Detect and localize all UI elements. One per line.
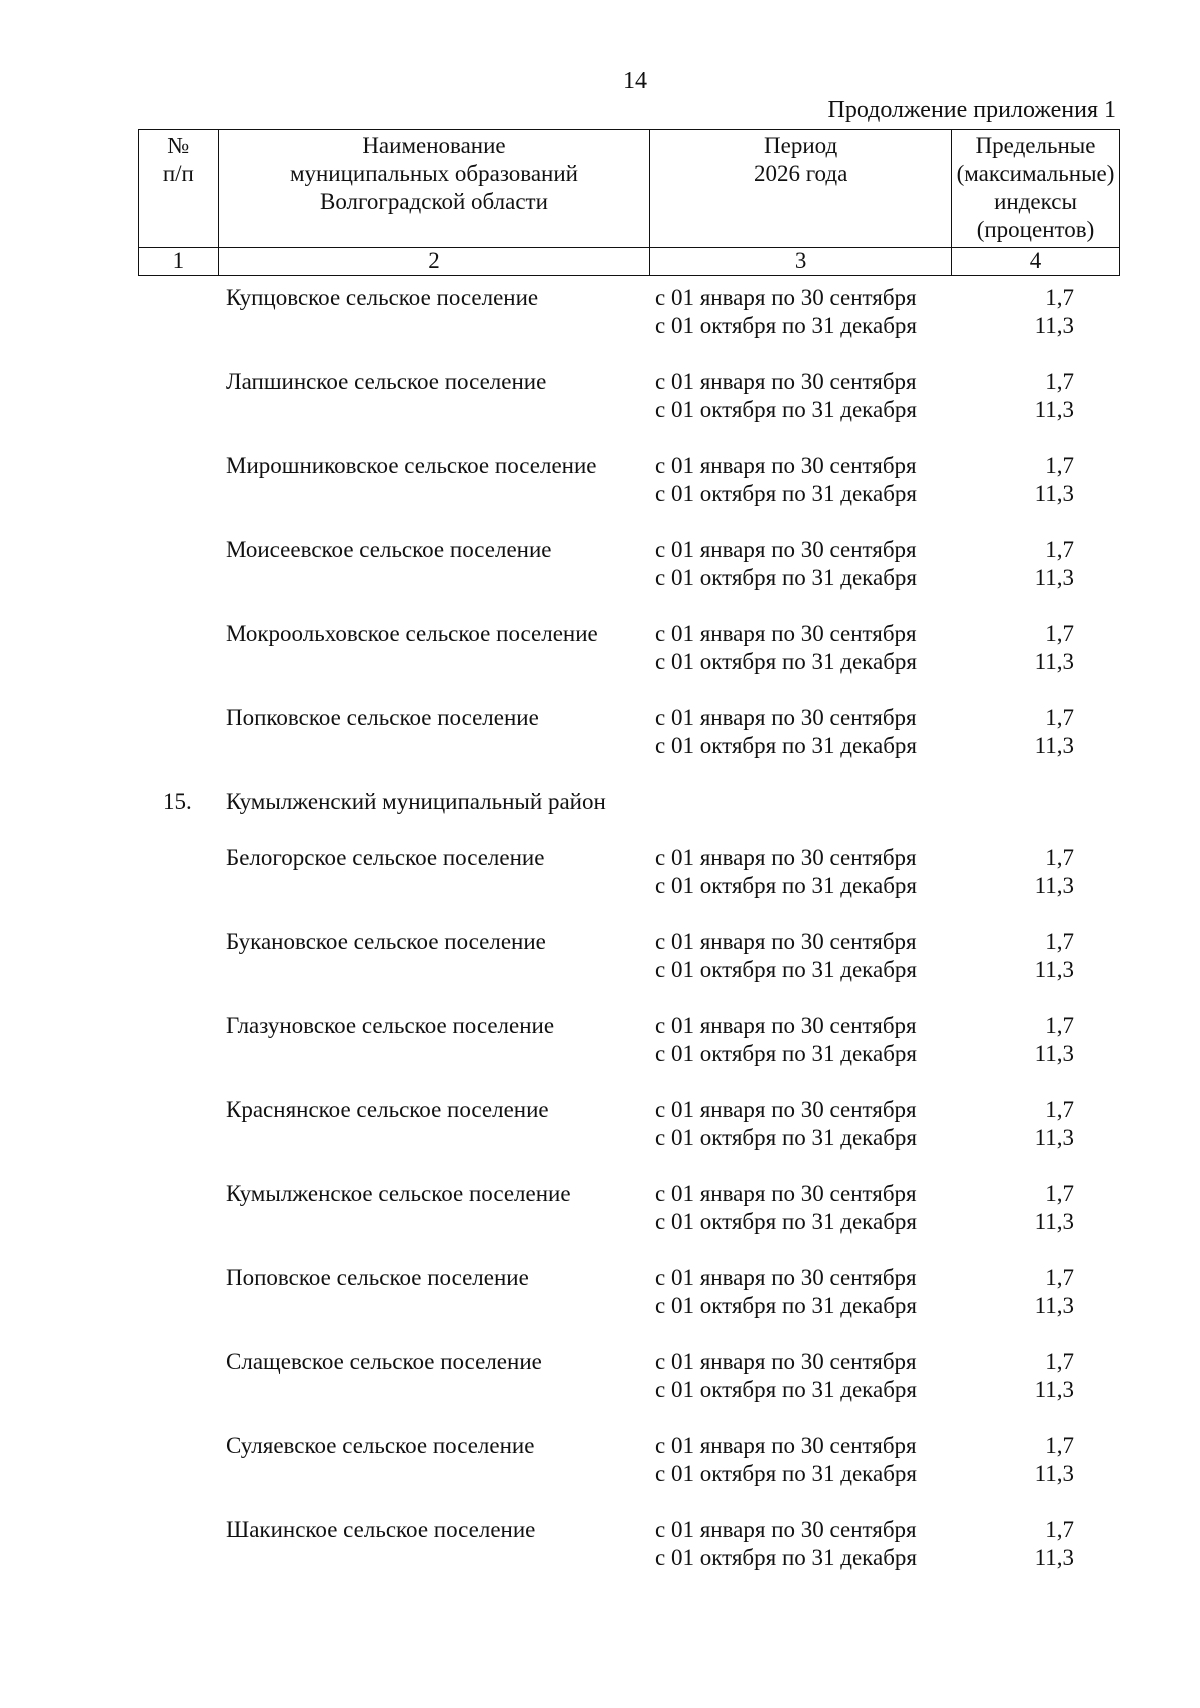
period-cell xyxy=(655,536,917,592)
column-number-row xyxy=(139,248,1120,276)
period-text: с 01 января по 30 сентября xyxy=(655,705,917,730)
index-value: 1,7 xyxy=(1045,1517,1074,1542)
period-text: с 01 октября по 31 декабря xyxy=(655,649,917,674)
index-value: 11,3 xyxy=(1034,1377,1074,1402)
period-text: с 01 января по 30 сентября xyxy=(655,621,917,646)
index-cell xyxy=(960,536,1074,592)
settlement-name: Моисеевское сельское поселение xyxy=(226,537,552,562)
period-text: с 01 октября по 31 декабря xyxy=(655,313,917,338)
period-text: с 01 октября по 31 декабря xyxy=(655,1545,917,1570)
settlement-name: Поповское сельское поселение xyxy=(226,1265,529,1290)
period-text: с 01 января по 30 сентября xyxy=(655,453,917,478)
table-row xyxy=(0,620,1200,704)
index-value: 1,7 xyxy=(1045,1181,1074,1206)
header-col-index xyxy=(952,130,1120,248)
settlement-name: Попковское сельское поселение xyxy=(226,705,539,730)
header-text: (процентов) xyxy=(976,217,1095,242)
index-value: 1,7 xyxy=(1045,1349,1074,1374)
table-row xyxy=(0,928,1200,1012)
appendix-continuation: Продолжение приложения 1 xyxy=(827,97,1116,123)
index-value: 1,7 xyxy=(1045,285,1074,310)
district-row xyxy=(0,788,1200,844)
period-text: с 01 января по 30 сентября xyxy=(655,845,917,870)
settlement-name: Белогорское сельское поселение xyxy=(226,845,545,870)
period-text: с 01 января по 30 сентября xyxy=(655,369,917,394)
page-number: 14 xyxy=(623,68,647,94)
period-text: с 01 января по 30 сентября xyxy=(655,1013,917,1038)
period-text: с 01 октября по 31 декабря xyxy=(655,481,917,506)
index-value: 11,3 xyxy=(1034,1461,1074,1486)
period-text: с 01 октября по 31 декабря xyxy=(655,1377,917,1402)
index-value: 1,7 xyxy=(1045,1433,1074,1458)
table-header-row xyxy=(139,130,1120,248)
header-col-name xyxy=(218,130,650,248)
index-value: 1,7 xyxy=(1045,369,1074,394)
period-text: с 01 января по 30 сентября xyxy=(655,1517,917,1542)
period-cell xyxy=(655,452,917,508)
settlement-name: Мирошниковское сельское поселение xyxy=(226,453,597,478)
settlement-name: Купцовское сельское поселение xyxy=(226,285,539,310)
settlement-name: Лапшинское сельское поселение xyxy=(226,369,547,394)
settlement-name: Суляевское сельское поселение xyxy=(226,1433,535,1458)
index-value: 11,3 xyxy=(1034,873,1074,898)
period-cell xyxy=(655,1096,917,1152)
period-cell xyxy=(655,928,917,984)
index-cell xyxy=(960,1264,1074,1320)
index-value: 11,3 xyxy=(1034,1293,1074,1318)
header-text: Волгоградской области xyxy=(320,189,548,214)
index-value: 11,3 xyxy=(1034,1209,1074,1234)
table-row xyxy=(0,1096,1200,1180)
header-col-period xyxy=(650,130,952,248)
period-text: с 01 октября по 31 декабря xyxy=(655,1125,917,1150)
settlement-name: Глазуновское сельское поселение xyxy=(226,1013,555,1038)
header-text: Период xyxy=(764,133,838,158)
index-value: 1,7 xyxy=(1045,705,1074,730)
period-text: с 01 октября по 31 декабря xyxy=(655,1293,917,1318)
period-text: с 01 октября по 31 декабря xyxy=(655,873,917,898)
index-value: 1,7 xyxy=(1045,929,1074,954)
period-text: с 01 января по 30 сентября xyxy=(655,1433,917,1458)
index-cell xyxy=(960,368,1074,424)
index-value: 1,7 xyxy=(1045,537,1074,562)
index-value: 11,3 xyxy=(1034,481,1074,506)
index-value: 1,7 xyxy=(1045,453,1074,478)
header-text: № xyxy=(167,133,190,158)
header-col-number xyxy=(139,130,219,248)
index-cell xyxy=(960,1348,1074,1404)
settlement-name: Букановское сельское поселение xyxy=(226,929,546,954)
index-cell xyxy=(960,1516,1074,1572)
period-cell xyxy=(655,1012,917,1068)
index-cell xyxy=(960,1180,1074,1236)
index-value: 11,3 xyxy=(1034,957,1074,982)
header-text: (максимальные) xyxy=(956,161,1115,186)
period-cell xyxy=(655,1348,917,1404)
column-number: 3 xyxy=(650,248,952,276)
table-row xyxy=(0,1348,1200,1432)
table-row xyxy=(0,704,1200,788)
period-text: с 01 января по 30 сентября xyxy=(655,1265,917,1290)
index-cell xyxy=(960,704,1074,760)
period-text: с 01 января по 30 сентября xyxy=(655,929,917,954)
period-text: с 01 октября по 31 декабря xyxy=(655,565,917,590)
index-cell xyxy=(960,844,1074,900)
table-row xyxy=(0,284,1200,368)
period-cell xyxy=(655,1264,917,1320)
index-cell xyxy=(960,620,1074,676)
index-cell xyxy=(960,452,1074,508)
header-text: Предельные xyxy=(975,133,1096,158)
period-text: с 01 января по 30 сентября xyxy=(655,1181,917,1206)
period-text: с 01 октября по 31 декабря xyxy=(655,1461,917,1486)
period-text: с 01 января по 30 сентября xyxy=(655,1097,917,1122)
index-value: 1,7 xyxy=(1045,845,1074,870)
period-cell xyxy=(655,1432,917,1488)
index-value: 11,3 xyxy=(1034,733,1074,758)
index-value: 11,3 xyxy=(1034,1041,1074,1066)
period-cell xyxy=(655,284,917,340)
column-number: 2 xyxy=(218,248,650,276)
index-cell xyxy=(960,928,1074,984)
period-text: с 01 января по 30 сентября xyxy=(655,285,917,310)
header-text: Наименование xyxy=(362,133,506,158)
index-value: 11,3 xyxy=(1034,1545,1074,1570)
period-cell xyxy=(655,620,917,676)
period-text: с 01 января по 30 сентября xyxy=(655,537,917,562)
column-number: 1 xyxy=(139,248,219,276)
header-text: 2026 года xyxy=(753,161,848,186)
district-name: Кумылженский муниципальный район xyxy=(226,789,606,814)
settlement-name: Краснянское сельское поселение xyxy=(226,1097,549,1122)
index-value: 1,7 xyxy=(1045,621,1074,646)
table-row xyxy=(0,1012,1200,1096)
table-row xyxy=(0,1432,1200,1516)
period-text: с 01 октября по 31 декабря xyxy=(655,957,917,982)
period-cell xyxy=(655,1180,917,1236)
index-value: 1,7 xyxy=(1045,1265,1074,1290)
header-text: муниципальных образований xyxy=(289,161,578,186)
header-text: индексы xyxy=(994,189,1077,214)
index-value: 11,3 xyxy=(1034,649,1074,674)
index-value: 1,7 xyxy=(1045,1013,1074,1038)
table-row xyxy=(0,368,1200,452)
period-cell xyxy=(655,844,917,900)
table-row xyxy=(0,844,1200,928)
index-value: 11,3 xyxy=(1034,565,1074,590)
index-value: 11,3 xyxy=(1034,1125,1074,1150)
period-cell xyxy=(655,704,917,760)
table-row xyxy=(0,452,1200,536)
index-cell xyxy=(960,1012,1074,1068)
index-cell xyxy=(960,1096,1074,1152)
settlement-name: Шакинское сельское поселение xyxy=(226,1517,536,1542)
table-row xyxy=(0,536,1200,620)
row-number: 15. xyxy=(163,789,192,814)
period-text: с 01 октября по 31 декабря xyxy=(655,1209,917,1234)
index-value: 1,7 xyxy=(1045,1097,1074,1122)
index-cell xyxy=(960,1432,1074,1488)
header-text: п/п xyxy=(162,161,194,186)
period-text: с 01 октября по 31 декабря xyxy=(655,733,917,758)
table-header xyxy=(138,129,1120,276)
column-number: 4 xyxy=(952,248,1120,276)
settlement-name: Мокроольховское сельское поселение xyxy=(226,621,598,646)
index-value: 11,3 xyxy=(1034,313,1074,338)
settlement-name: Слащевское сельское поселение xyxy=(226,1349,542,1374)
period-cell xyxy=(655,368,917,424)
table-row xyxy=(0,1264,1200,1348)
period-cell xyxy=(655,1516,917,1572)
index-cell xyxy=(960,284,1074,340)
period-text: с 01 января по 30 сентября xyxy=(655,1349,917,1374)
table-row xyxy=(0,1516,1200,1600)
index-value: 11,3 xyxy=(1034,397,1074,422)
settlement-name: Кумылженское сельское поселение xyxy=(226,1181,571,1206)
period-text: с 01 октября по 31 декабря xyxy=(655,1041,917,1066)
table-body xyxy=(0,284,1200,1600)
period-text: с 01 октября по 31 декабря xyxy=(655,397,917,422)
table-row xyxy=(0,1180,1200,1264)
